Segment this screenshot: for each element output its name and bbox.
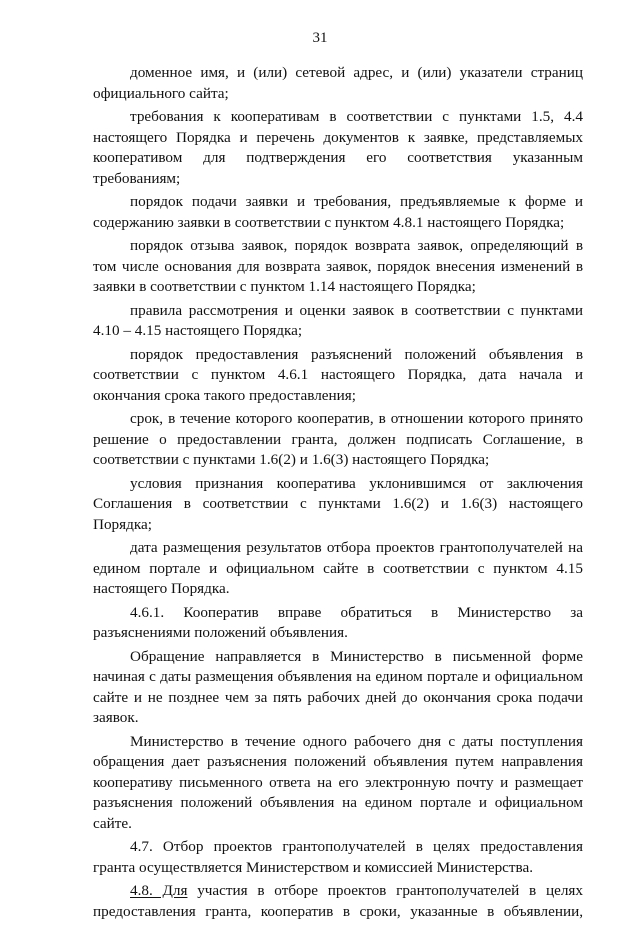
- paragraph-clarification-procedure: порядок предоставления разъяснений положений объявления в соответствии с пунктом 4.6.1 настоящего Порядка, дата начала и окончания срока такого предоставления;: [93, 345, 583, 404]
- paragraph-4-8-text: участия в отборе проектов грантополучателей в целях предоставления гранта, кооператив в сроки, указанные в объявлении,: [93, 882, 583, 920]
- document-body: [93, 63, 583, 925]
- paragraph-results-publication: дата размещения результатов отбора проектов грантополучателей на едином портале и официальном сайте в соответствии с пунктом 4.15 настоящего Порядка.: [93, 539, 583, 597]
- paragraph-4-6-1: 4.6.1. Кооператив вправе обратиться в Министерство за разъяснениями положений объявления.: [93, 603, 583, 641]
- paragraph-domain-name: доменное имя, и (или) сетевой адрес, и (или) указатели страниц официального сайта;: [93, 64, 583, 102]
- paragraph-evasion-conditions: условия признания кооператива уклонившимся от заключения Соглашения в соответствии с пунктами 1.6(2) и 1.6(3) настоящего Порядка;: [93, 474, 583, 533]
- paragraph-4-7: 4.7. Отбор проектов грантополучателей в целях предоставления гранта осуществляется Министерством и комиссией Министерства.: [93, 838, 583, 876]
- underlined-clause-number: 4.8. Для: [130, 882, 188, 899]
- paragraph-4-8: [93, 881, 583, 922]
- paragraph-cooperative-requirements: требования к кооперативам в соответствии с пунктами 1.5, 4.4 настоящего Порядка и перечень документов к заявке, представляемых кооперативом для подтверждения его соответствия указанным требованиям;: [93, 108, 583, 187]
- page-number: 31: [312, 30, 328, 46]
- paragraph-signing-deadline: срок, в течение которого кооператив, в отношении которого принято решение о предоставлении гранта, должен подписать Соглашение, в соответствии с пунктами 1.6(2) и 1.6(3) настоящего Порядка;: [93, 410, 583, 468]
- paragraph-withdrawal-procedure: порядок отзыва заявок, порядок возврата заявок, определяющий в том числе основания для возврата заявок, порядок внесения изменений в заявки в соответствии с пунктом 1.14 настоящего Порядка;: [93, 237, 583, 295]
- paragraph-application-procedure: порядок подачи заявки и требования, предъявляемые к форме и содержанию заявки в соответствии с пунктом 4.8.1 настоящего Порядка;: [93, 193, 583, 231]
- paragraph-written-request: Обращение направляется в Министерство в письменной форме начиная с даты размещения объявления на едином портале и официальном сайте и не позднее чем за пять рабочих дней до окончания срока подачи заявок.: [93, 647, 583, 726]
- paragraph-ministry-response: Министерство в течение одного рабочего дня с даты поступления обращения дает разъяснения положений объявления путем направления кооперативу письменного ответа на его электронную почту и размещает разъяснения положений объявления на едином портале и официальном сайте.: [93, 732, 583, 832]
- paragraph-review-rules: правила рассмотрения и оценки заявок в соответствии с пунктами 4.10 – 4.15 настоящего Порядка;: [93, 301, 583, 339]
